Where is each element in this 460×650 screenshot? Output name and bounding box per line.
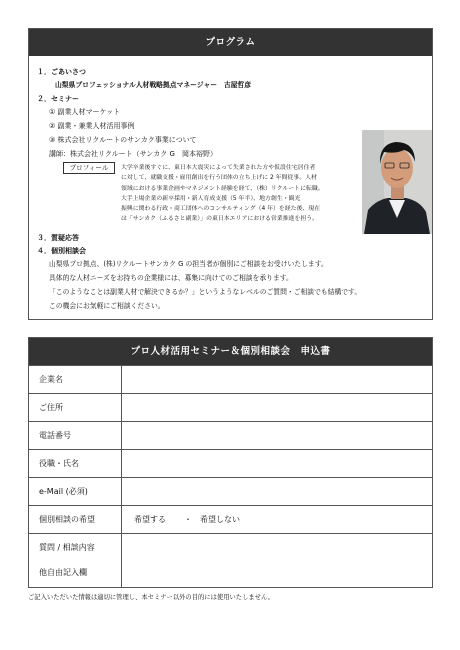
address-field[interactable] — [122, 394, 432, 421]
lecturer-line: 講師：株式会社リクルート（サンカク G 岡本裕野） — [49, 150, 217, 158]
form-row-address — [29, 393, 432, 421]
section-seminar-heading: ２．セミナー — [37, 95, 79, 103]
question-field[interactable] — [122, 534, 432, 588]
form-title: プロ人材活用セミナー＆個別相談会 申込書 — [29, 338, 432, 365]
company-label: 企業名 — [29, 366, 122, 393]
program-title: プログラム — [29, 29, 432, 56]
consult-line: 山梨県プロ拠点、(株)リクルートサンカク G の担当者が個別にご相談をお受けいたします。 — [49, 260, 328, 268]
consult-option-no[interactable]: 希望しない — [200, 515, 240, 524]
question-label-cell — [29, 534, 122, 588]
position-label: 役職・氏名 — [29, 450, 122, 477]
address-label: ご住所 — [29, 394, 122, 421]
consult-line: この機会にお気軽にご相談ください。 — [49, 302, 165, 310]
company-field[interactable] — [122, 366, 432, 393]
email-field[interactable] — [122, 478, 432, 505]
consult-line: 具体的な人材ニーズをお持ちの企業様には、募集に向けてのご相談を承ります。 — [49, 274, 293, 282]
profile-text — [121, 163, 361, 225]
privacy-footnote: ご記入いただいた情報は適切に管理し、本セミナー以外の目的には使用いたしません。 — [28, 594, 274, 601]
profile-line: は「サンカク（ふるさと副業）」の東日本エリアにおける営業推進を担う。 — [121, 216, 319, 223]
seminar-item-3: ③ 株式会社リクルートのサンカク事業について — [49, 136, 197, 144]
profile-line: 振興に関わる行政・商工団体へのコンサルティング（4 年）を経た後、現在 — [121, 206, 321, 213]
program-section — [28, 28, 433, 320]
consult-option-separator: ・ — [184, 515, 192, 524]
profile-label: プロフィール — [63, 162, 115, 174]
phone-label: 電話番号 — [29, 422, 122, 449]
profile-line: 大学卒業後すぐに、東日本大震災によって失業された方や仮設住宅居住者 — [121, 165, 316, 171]
seminar-item-2: ② 副業・兼業人材活用事例 — [49, 122, 135, 130]
section-qa-heading: ３．質疑応答 — [37, 234, 79, 242]
form-row-position — [29, 449, 432, 477]
email-label: e-Mail (必須) — [29, 478, 122, 505]
section-greeting-body: 山梨県プロフェッショナル人材戦略拠点マネージャー 古屋哲彦 — [55, 81, 252, 89]
lecturer-photo — [362, 130, 432, 234]
question-label: 質問 / 相談内容 — [39, 543, 95, 552]
position-name-field[interactable] — [122, 450, 432, 477]
profile-line: 領域における事業企画やマネジメント経験を経て、（株）リクルートに転職。 — [121, 185, 324, 192]
form-row-email — [29, 477, 432, 505]
section-consult-heading: ４．個別相談会 — [37, 247, 86, 255]
profile-line: 大手上場企業の新卒採用・新人育成支援（5 年半）、地方創生・観光 — [121, 195, 301, 202]
portrait-image — [362, 130, 432, 234]
free-entry-label: 他自由記入欄 — [39, 568, 87, 577]
consult-label: 個別相談の希望 — [29, 506, 122, 533]
form-row-phone — [29, 421, 432, 449]
form-row-consult — [29, 505, 432, 533]
consult-options — [122, 506, 432, 533]
consult-option-yes[interactable]: 希望する — [134, 515, 166, 524]
application-form — [28, 337, 433, 588]
phone-field[interactable] — [122, 422, 432, 449]
profile-line: に対して、就職支援・雇用創出を行う団体の立ち上げに 2 年間従事。人材 — [121, 175, 317, 182]
seminar-item-1: ① 副業人材マーケット — [49, 108, 121, 116]
form-row-company — [29, 365, 432, 393]
consult-line: 「このようなことは副業人材で解決できるか？」というようなレベルのご質問・ご相談でも結構です。 — [49, 288, 362, 296]
form-row-question — [29, 533, 432, 588]
section-greeting-heading: １．ごあいさつ — [37, 68, 86, 76]
